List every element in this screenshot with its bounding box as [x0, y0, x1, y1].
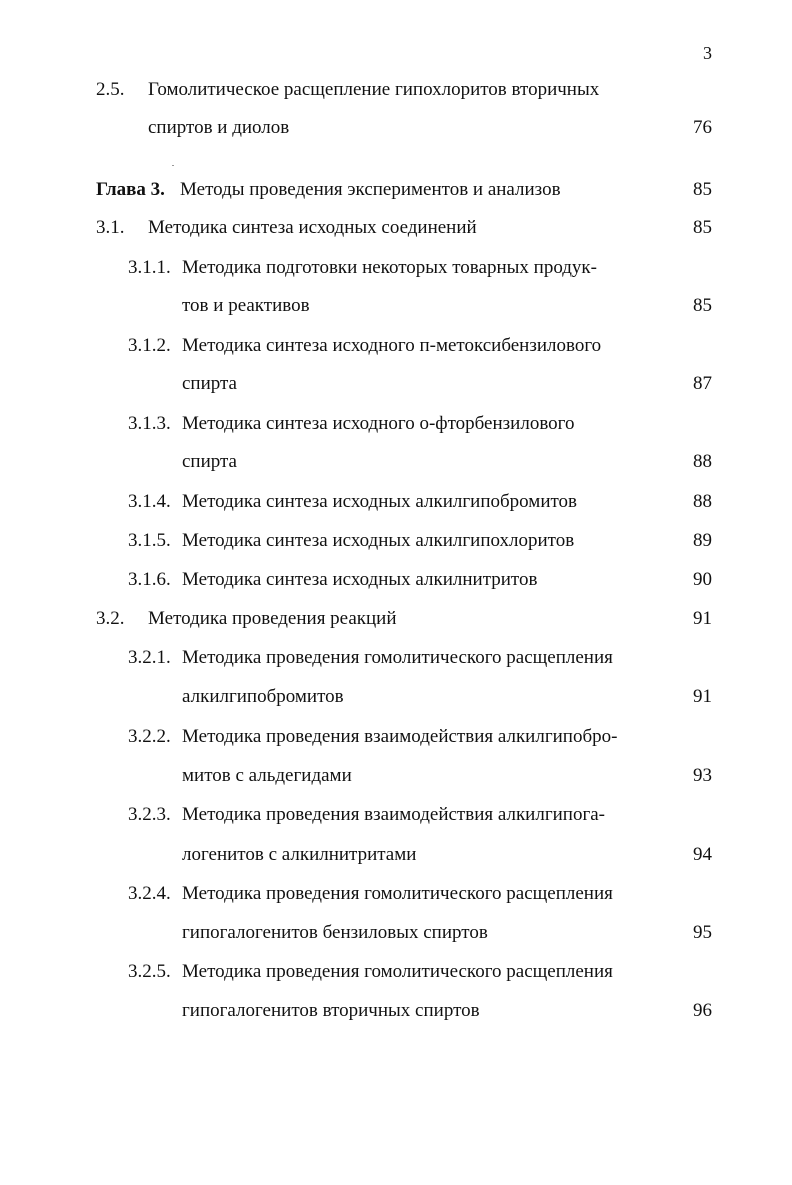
toc-page: 87 [693, 373, 712, 394]
toc-page: 85 [693, 295, 712, 316]
scan-dot [172, 165, 174, 166]
toc-number: 3.1.1. [128, 257, 171, 278]
toc-page: 93 [693, 765, 712, 786]
toc-title: Методика синтеза исходных алкилнитритов [182, 569, 538, 590]
toc-page: 95 [693, 922, 712, 943]
chapter-label: Глава 3. [96, 179, 165, 200]
chapter-title: Методы проведения экспериментов и анализов [180, 179, 561, 200]
toc-title: Методика синтеза исходных алкилгипохлоритов [182, 530, 575, 551]
toc-title-line1: Гомолитическое расщепление гипохлоритов вторичных [148, 79, 600, 100]
toc-title-line2: логенитов с алкилнитритами [182, 844, 417, 865]
toc-page: 76 [693, 117, 712, 138]
toc-title: Методика проведения реакций [148, 608, 397, 629]
toc-title-line1: Методика проведения взаимодействия алкилгипобро- [182, 726, 618, 747]
page-number: 3 [703, 43, 712, 63]
toc-title-line1: Методика проведения гомолитического расщепления [182, 647, 613, 668]
toc-number: 3.2.2. [128, 726, 171, 747]
toc-page: 90 [693, 569, 712, 590]
toc-number: 3.1.6. [128, 569, 171, 590]
toc-title-line1: Методика синтеза исходного п-метоксибензилового [182, 335, 602, 356]
toc-page: 85 [693, 179, 712, 200]
toc-number: 3.1.4. [128, 491, 171, 512]
toc-title-line2: спирта [182, 451, 237, 472]
toc-page: 94 [693, 844, 712, 865]
toc-number: 3.2.3. [128, 804, 171, 825]
toc-number: 3.1. [96, 217, 125, 238]
toc-page: 88 [693, 491, 712, 512]
toc-title-line2: спиртов и диолов [148, 117, 290, 138]
toc-title-line2: алкилгипобромитов [182, 686, 344, 707]
toc-number: 2.5. [96, 79, 125, 100]
toc-title-line2: гипогалогенитов вторичных спиртов [182, 1000, 480, 1021]
toc-page: 96 [693, 1000, 712, 1021]
toc-title-line1: Методика проведения гомолитического расщепления [182, 961, 613, 982]
toc-page: 88 [693, 451, 712, 472]
toc-page: 91 [693, 686, 712, 707]
toc-number: 3.1.5. [128, 530, 171, 551]
toc-title-line2: тов и реактивов [182, 295, 310, 316]
toc-title-line1: Методика подготовки некоторых товарных продук- [182, 257, 597, 278]
toc-title-line2: спирта [182, 373, 237, 394]
toc-page: 85 [693, 217, 712, 238]
toc-title-line1: Методика проведения гомолитического расщепления [182, 883, 613, 904]
toc-number: 3.2.4. [128, 883, 171, 904]
toc-number: 3.1.2. [128, 335, 171, 356]
toc-title: Методика синтеза исходных соединений [148, 217, 477, 238]
toc-number: 3.2.1. [128, 647, 171, 668]
toc-number: 3.2.5. [128, 961, 171, 982]
toc-page: 91 [693, 608, 712, 629]
toc-title-line1: Методика синтеза исходного о-фторбензилового [182, 413, 575, 434]
toc-title-line1: Методика проведения взаимодействия алкилгипога- [182, 804, 606, 825]
toc-title-line2: гипогалогенитов бензиловых спиртов [182, 922, 488, 943]
toc-number: 3.2. [96, 608, 125, 629]
toc-number: 3.1.3. [128, 413, 171, 434]
toc-page: 89 [693, 530, 712, 551]
toc-title: Методика синтеза исходных алкилгипобромитов [182, 491, 578, 512]
toc-title-line2: митов с альдегидами [182, 765, 352, 786]
